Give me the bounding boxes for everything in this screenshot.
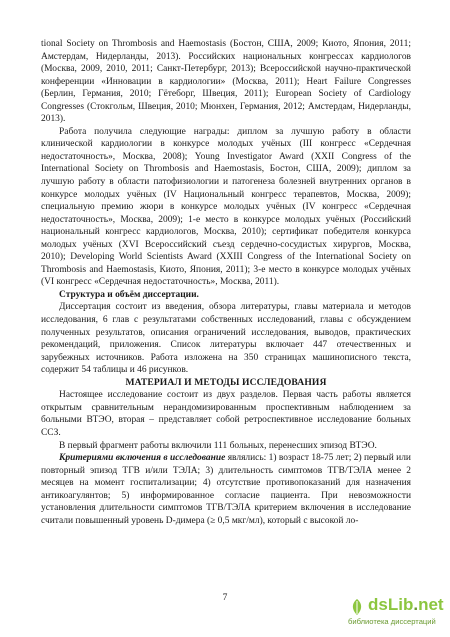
page-number: 7 xyxy=(222,593,228,603)
paragraph-conferences: tional Society on Thrombosis and Haemostasis (Бостон, США, 2009; Киото, Япония, 2011; Амстердам, Нидерланды, 2013). Российских национальных конгрессах кардиологов (Москва, 2009, 2010, 2011; Санкт-Петербург, 2013); Всероссийской научно-практической конференции «Инновации в кардиологии» (Москва, 2011); Heart Failure Congresses (Берлин, Германия, 2010; Гётеборг, Швеция, 2011); European Society of Cardiology Congresses (Стокгольм, Швеция, 2010; Мюнхен, Германия, 2012; Амстердам, Нидерланды, 2013). xyxy=(41,39,411,125)
paragraph-structure xyxy=(41,289,411,302)
paragraph-structure-body: Диссертация состоит из введения, обзора литературы, главы материала и методов исследования, 6 глав с результатами собственных исследований, главы с обсуждением полученных результатов, описания ограничений исследования, выводов, практических рекомендаций, приложения. Список литературы включает 447 отечественных и зарубежных источников. Работа изложена на 350 страницах машинописного текста, содержит 54 таблицы и 46 рисунков. xyxy=(41,302,411,376)
criteria-text: являлись: 1) возраст 18-75 лет; 2) первый или повторный эпизод ТГВ и/или ТЭЛА; 3) длительность симптомов ТГВ/ТЭЛА менее 2 месяцев на момент госпитализации; 4) отсутствие противопоказаний для назначения антикоагулянтов; 5) информированное согласие пациента. При невозможности установления длительности симптомов ТГВ/ТЭЛА критерием включения в исследование считали повышенный уровень D-димера (≥ 0,5 мкг/мл), который с высокой ло- xyxy=(41,453,411,526)
paragraph-patients: В первый фрагмент работы включили 111 больных, перенесших эпизод ВТЭО. xyxy=(59,440,377,451)
leaf-icon xyxy=(350,598,364,616)
watermark-subtitle: библиотека диссертаций xyxy=(348,617,436,626)
dslib-watermark xyxy=(348,595,444,629)
criteria-label: Критериями включения в исследование xyxy=(59,453,226,464)
paragraph-study-design: Настоящее исследование состоит из двух разделов. Первая часть работы является открытым сравнительным нерандомизированным проспективным наблюдением за больными ВТЭО, вторая – представляет собой ретроспективное исследование больных ССЗ. xyxy=(41,390,411,438)
paragraph-awards: Работа получила следующие награды: диплом за лучшую работу в области клинической кардиологии в конкурсе молодых учёных (III конгресс «Сердечная недостаточность», Москва, 2008); Young Investigator Award (XXII Congress of the International Society on Thrombosis and Haemostasis, Бостон, США, 2009); диплом за лучшую работу в области патофизиологии и патогенеза болезней внутренних органов в конкурсе молодых учёных (IV Национальный конгресс терапевтов, Москва, 2009); специальную премию жюри в конкурсе молодых учёных (IV конгресс «Сердечная недостаточность», Москва, 2009); 1-е место в конкурсе молодых учёных (Российский национальный конгресс кардиологов, Москва, 2010); сертификат победителя конкурса молодых учёных (XVI Всероссийский съезд сердечно-сосудистых хирургов, Москва, 2010); Developing World Scientists Award (XXIII Congress of the International Society on Thrombosis and Haemostasis, Киото, Япония, 2011); 3-е место в конкурсе молодых учёных (VI конгресс «Сердечная недостаточность», Москва, 2011). xyxy=(41,126,411,288)
structure-heading: Структура и объём диссертации. xyxy=(59,289,199,300)
watermark-logo-text: dsLib.net xyxy=(368,595,444,614)
paragraph-criteria xyxy=(41,452,411,527)
section-title: МАТЕРИАЛ И МЕТОДЫ ИССЛЕДОВАНИЯ xyxy=(125,376,327,388)
document-body xyxy=(41,38,411,527)
